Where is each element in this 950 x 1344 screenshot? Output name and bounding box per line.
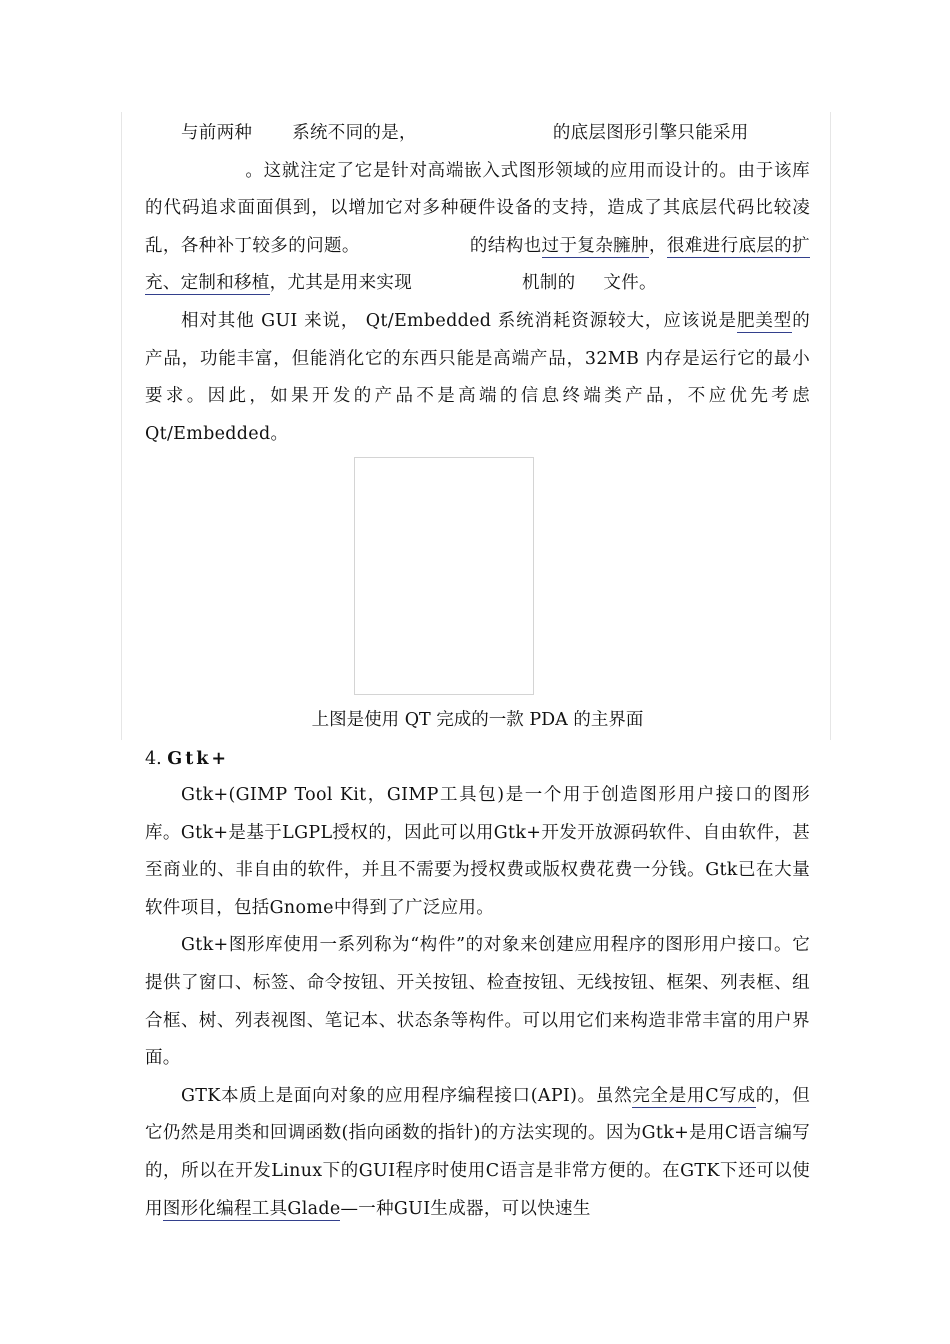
- text-run: 机制的: [522, 273, 576, 294]
- text-run: 与前两种: [181, 123, 253, 143]
- text-run: 的产品，功能丰富，但能消化它的东西只能是高端产品，32MB 内存是运行它的最小要求。因此，如果开发的产品不是高端的信息终端类产品，不应优先考虑 Qt/Embedded。: [145, 310, 810, 444]
- text-run: 相对其他 GUI 来说， Qt/Embedded 系统消耗资源较大，应该说是: [181, 310, 737, 331]
- paragraph-qt-resources: [145, 303, 810, 453]
- hyperlink-written-in-c[interactable]: 完全是用C写成: [632, 1085, 756, 1106]
- paragraph-gtk-api: [145, 1078, 810, 1228]
- text-run: 的底层图形引擎只能采用: [552, 123, 749, 143]
- hyperlink-hard-to-extend[interactable]: 很难进行底层的扩充、定制和移植: [145, 235, 810, 294]
- frame-border-right: [830, 112, 831, 740]
- text-run: 的，但它仍然是用类和回调函数(指向函数的指针)的方法实现的。因为Gtk+是用C语言编写的，所以在开发Linux下的GUI程序时使用C语言是非常方便的。在GTK下还可以使用: [145, 1085, 810, 1219]
- paragraph-qt-structure: [145, 115, 810, 303]
- text-run: 。这就注定了它是针对高端嵌入式图形领域的应用而设计的。由于该库的代码追求面面俱到，以增加它对多种硬件设备的支持，造成了其底层代码比较凌乱，各种补丁较多的问题。: [145, 160, 810, 256]
- text-run: 文件。: [603, 273, 657, 294]
- hyperlink-glade-tool[interactable]: 图形化编程工具Glade: [162, 1198, 341, 1219]
- text-run: ，尤其是用来实现: [269, 273, 413, 294]
- paragraph-gtk-intro: Gtk+(GIMP Tool Kit，GIMP工具包)是一个用于创造图形用户接口的图形库。Gtk+是基于LGPL授权的，因此可以用Gtk+开发开放源码软件、自由软件，甚至商业的、非自由的软件，并且不需要为授权费或版权费花费一分钱。Gtk已在大量软件项目，包括Gnome中得到了广泛应用。: [145, 785, 810, 918]
- frame-border-left: [121, 112, 122, 740]
- section-heading-gtk: [145, 744, 229, 774]
- hyperlink-fat-type[interactable]: 肥美型: [736, 310, 793, 331]
- text-run: —一种GUI生成器，可以快速生: [340, 1198, 591, 1219]
- hyperlink-overly-complex[interactable]: 过于复杂臃肿: [541, 235, 649, 256]
- text-run: GTK本质上是面向对象的应用程序编程接口(API)。虽然: [181, 1085, 633, 1106]
- heading-title: Gtk+: [167, 749, 230, 769]
- paragraph-gtk-widgets: Gtk+图形库使用一系列称为“构件”的对象来创建应用程序的图形用户接口。它提供了窗口、标签、命令按钮、开关按钮、检查按钮、无线按钮、框架、列表框、组合框、树、列表视图、笔记本、状态条等构件。可以用它们来构造非常丰富的用户界面。: [145, 935, 810, 1069]
- heading-number: 4.: [145, 749, 162, 769]
- text-run: ，: [648, 235, 667, 256]
- text-run: 系统不同的是，: [292, 123, 417, 143]
- figure-caption: 上图是使用 QT 完成的一款 PDA 的主界面: [311, 710, 644, 730]
- gtk-section: [145, 777, 810, 1228]
- pda-screenshot-image: [354, 457, 534, 695]
- text-run: 的结构也: [469, 235, 542, 256]
- qt-embedded-section: [145, 115, 810, 453]
